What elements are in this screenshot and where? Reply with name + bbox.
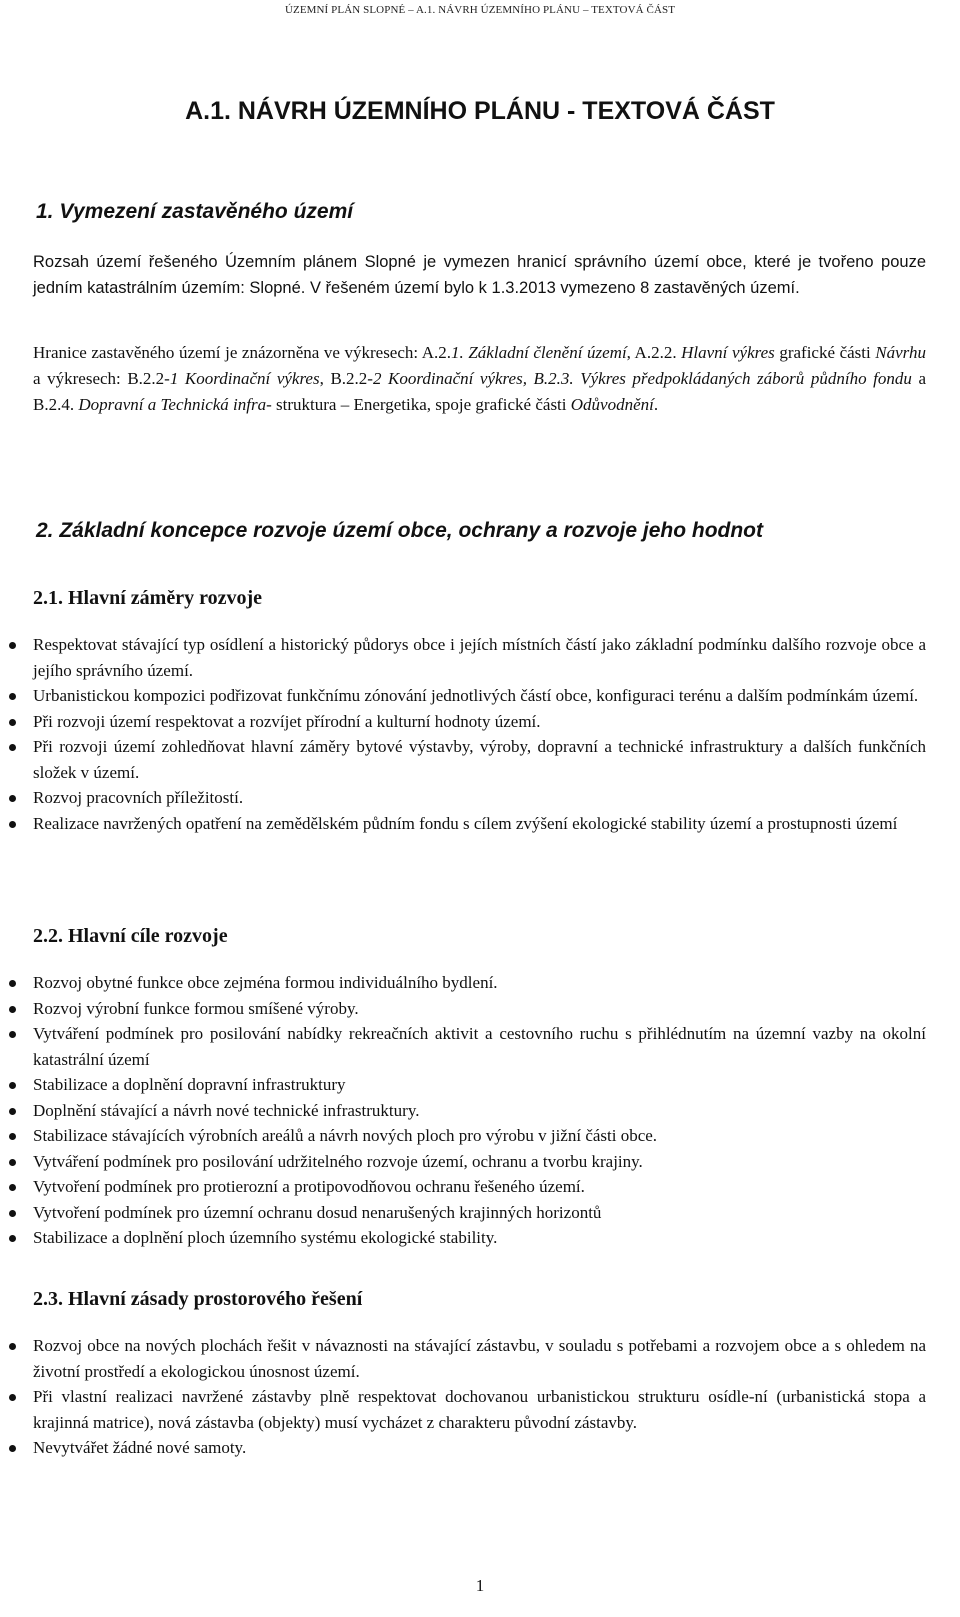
bullet-icon [9,693,16,700]
bullet-icon [9,1108,16,1115]
bullet-icon [9,821,16,828]
para2-text-7: struktura [276,395,337,414]
section-2-2-list [0,970,960,1251]
page-number: 1 [475,1576,485,1595]
para2-text-1: Hranice zastavěného území je znázorněna ve výkresech: A.2. [33,343,452,362]
list-item: Vytváření podmínek pro posilování udržitelného rozvoje území, ochranu a tvorbu krajiny. [0,1149,926,1175]
list-item: Vytvoření podmínek pro územní ochranu dosud nenarušených krajinných horizontů [0,1200,926,1226]
para2-text-3: grafické části [774,343,876,362]
list-item: Vytváření podmínek pro posilování nabídky rekreačních aktivit a cestovního ruchu s přihlédnutím na územní vazby na okolní katastrální území [0,1021,926,1072]
list-item: Stabilizace stávajících výrobních areálů a návrh nových ploch pro výrobu v jižní části obce. [0,1123,926,1149]
list-item: Doplnění stávající a návrh nové technické infrastruktury. [0,1098,926,1124]
section-2-2-heading: 2.2. Hlavní cíle rozvoje [33,925,228,947]
para2-text-5: , B.2.2- [319,369,373,388]
list-item: Při vlastní realizaci navržené zástavby plně respektovat dochovanou urbanistickou strukturu osídle-ní (urbanistická stopa a krajinná matrice), nová zástavba (objekty) musí vycházet z charakteru původní zástavby. [0,1384,926,1435]
bullet-icon [9,1210,16,1217]
bullet-icon [9,1031,16,1038]
para2-italic-5: 2 Koordinační výkres, B.2.3. Výkres předpokládaných záborů půdního fondu [372,369,912,388]
bullet-icon [9,1006,16,1013]
bullet-icon [9,1159,16,1166]
para2-text-9: . [653,395,659,414]
bullet-icon [9,1082,16,1089]
bullet-icon [9,1343,16,1350]
para2-italic-1: 1. Základní členění území [451,343,627,362]
bullet-icon [9,744,16,751]
section-2-3-heading: 2.3. Hlavní zásady prostorového řešení [33,1288,363,1310]
list-item: Rozvoj obytné funkce obce zejména formou individuálního bydlení. [0,970,926,996]
section-1-paragraph-2 [33,340,926,418]
para2-italic-4: 1 Koordinační výkres [169,369,320,388]
para2-italic-6: Dopravní a Technická infra- [78,395,272,414]
list-item: Vytvoření podmínek pro protierozní a protipovodňovou ochranu řešeného území. [0,1174,926,1200]
para2-italic-2: Hlavní výkres [681,343,775,362]
section-1-paragraph-1: Rozsah území řešeného Územním plánem Slopné je vymezen hranicí správního území obce, které je tvořeno pouze jedním katastrálním územím: Slopné. V řešeném území bylo k 1.3.2013 vymezeno 8 zastavěných území. [33,253,926,297]
list-item: Při rozvoji území respektovat a rozvíjet přírodní a kulturní hodnoty území. [0,709,926,735]
para2-text-4: a výkresech: B.2.2- [33,369,170,388]
section-2-1-list [0,632,960,836]
section-2-1-heading: 2.1. Hlavní záměry rozvoje [33,587,263,609]
para2-text-2: , A.2.2. [626,343,682,362]
para2-italic-3: Návrhu [875,343,926,362]
para2-text-6: a B.2.4. [33,369,926,414]
para2-text-8: – Energetika, spoje grafické části [336,395,571,414]
list-item: Respektovat stávající typ osídlení a historický půdorys obce i jejích místních částí jako základní podmínku dalšího rozvoje obce a jejího správního území. [0,632,926,683]
section-2-heading: 2. Základní koncepce rozvoje území obce, ochrany a rozvoje jeho hodnot [36,519,764,542]
list-item: Rozvoj výrobní funkce formou smíšené výroby. [0,996,926,1022]
list-item: Rozvoj obce na nových plochách řešit v návaznosti na stávající zástavbu, v souladu s potřebami a rozvojem obce a s ohledem na životní prostředí a ekologickou únosnost území. [0,1333,926,1384]
bullet-icon [9,1235,16,1242]
list-item: Stabilizace a doplnění dopravní infrastruktury [0,1072,926,1098]
document-title: A.1. NÁVRH ÚZEMNÍHO PLÁNU - TEXTOVÁ ČÁST [185,97,775,125]
para2-italic-7: Odůvodnění [570,395,654,414]
bullet-icon [9,980,16,987]
bullet-icon [9,795,16,802]
list-item: Stabilizace a doplnění ploch územního systému ekologické stability. [0,1225,926,1251]
list-item: Urbanistickou kompozici podřizovat funkčnímu zónování jednotlivých částí obce, konfiguraci terénu a dalším podmínkám území. [0,683,926,709]
list-item: Nevytvářet žádné nové samoty. [0,1435,926,1461]
bullet-icon [9,1445,16,1452]
bullet-icon [9,642,16,649]
running-header: ÚZEMNÍ PLÁN SLOPNÉ – A.1. NÁVRH ÚZEMNÍHO PLÁNU – TEXTOVÁ ČÁST [284,4,676,16]
bullet-icon [9,1184,16,1191]
bullet-icon [9,719,16,726]
section-1-heading: 1. Vymezení zastavěného území [36,200,354,223]
list-item: Při rozvoji území zohledňovat hlavní záměry bytové výstavby, výroby, dopravní a technické infrastruktury a dalších funkčních složek v území. [0,734,926,785]
section-2-3-list [0,1333,960,1461]
list-item: Realizace navržených opatření na zemědělském půdním fondu s cílem zvýšení ekologické stability území a prostupnosti území [0,811,926,837]
bullet-icon [9,1394,16,1401]
list-item: Rozvoj pracovních příležitostí. [0,785,926,811]
bullet-icon [9,1133,16,1140]
